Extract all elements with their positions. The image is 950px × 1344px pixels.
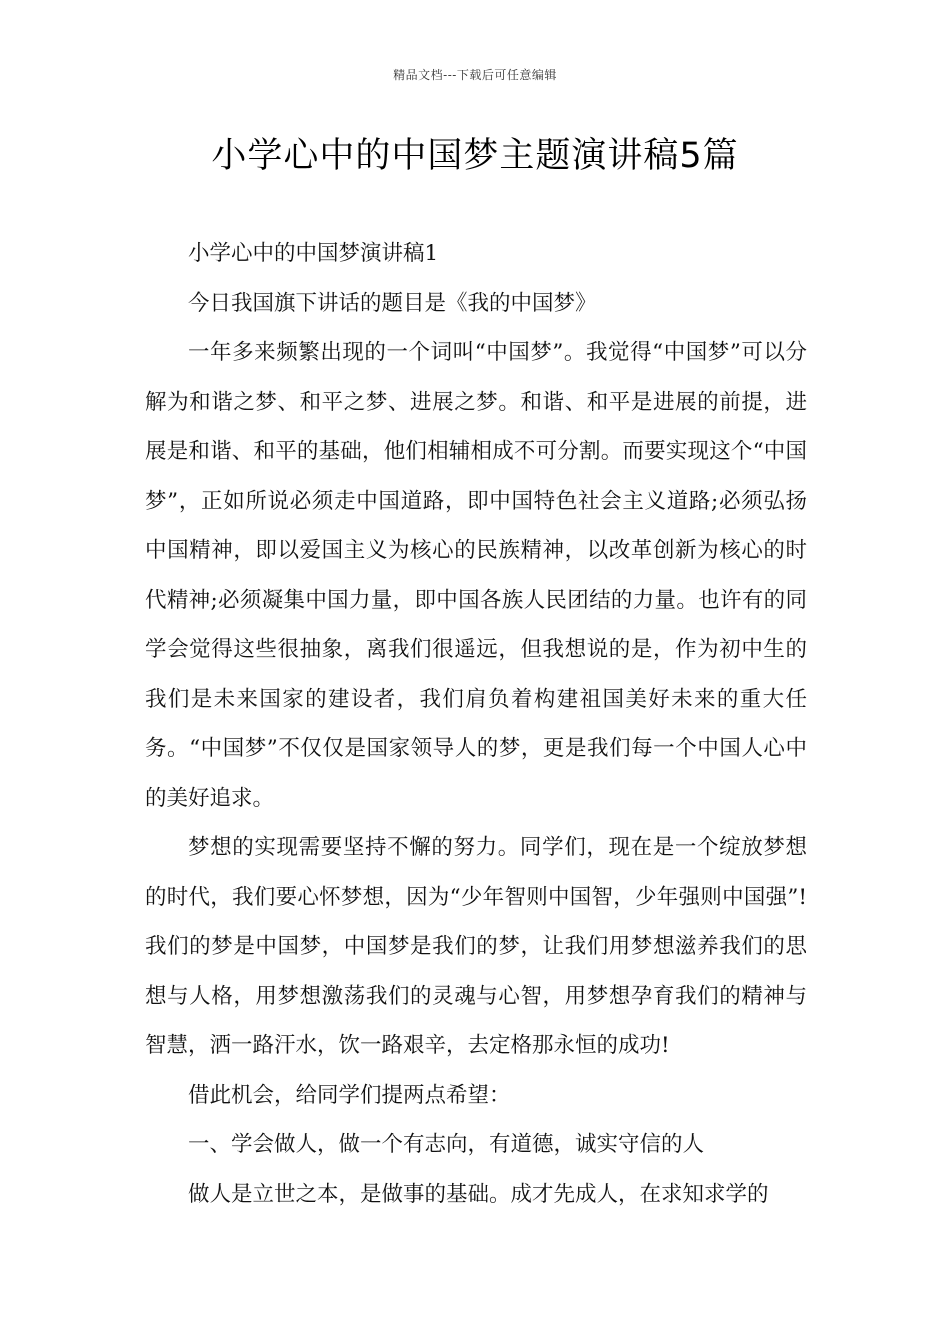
paragraph: 今日我国旗下讲话的题目是《我的中国梦》 [188,290,597,316]
header-note: 精品文档---下载后可任意编辑 [393,68,557,82]
document-title: 小学心中的中国梦主题演讲稿5篇 [211,136,739,176]
paragraph: 做人是立世之本，是做事的基础。成才先成人，在求知求学的 [188,1181,769,1207]
paragraph: 借此机会，给同学们提两点希望： [188,1082,511,1108]
document-body [145,229,807,1219]
paragraph: 一、学会做人，做一个有志向，有道德，诚实守信的人 [188,1132,705,1157]
paragraph: 梦想的实现需要坚持不懈的努力。同学们，现在是一个绽放梦想的时代，我们要心怀梦想，因为“少年智则中国智，少年强则中国强”!我们的梦是中国梦，中国梦是我们的梦，让我们用梦想滋养我们的思想与人格，用梦想激荡我们的灵魂与心智，用梦想孕育我们的精神与智慧，洒一路汗水，饮一路艰辛，去定格那永恒的成功! [145,835,807,1058]
paragraph: 一年多来频繁出现的一个词叫“中国梦”。我觉得“中国梦”可以分解为和谐之梦、和平之梦、进展之梦。和谐、和平是进展的前提，进展是和谐、和平的基础，他们相辅相成不可分割。而要实现这个“中国梦”，正如所说必须走中国道路，即中国特色社会主义道路;必须弘扬中国精神，即以爱国主义为核心的民族精神，以改革创新为核心的时代精神;必须凝集中国力量，即中国各族人民团结的力量。也许有的同学会觉得这些很抽象，离我们很遥远，但我想说的是，作为初中生的我们是未来国家的建设者，我们肩负着构建祖国美好未来的重大任务。“中国梦”不仅仅是国家领导人的梦，更是我们每一个中国人心中的美好追求。 [145,340,807,811]
section-heading: 小学心中的中国梦演讲稿1 [188,241,439,266]
